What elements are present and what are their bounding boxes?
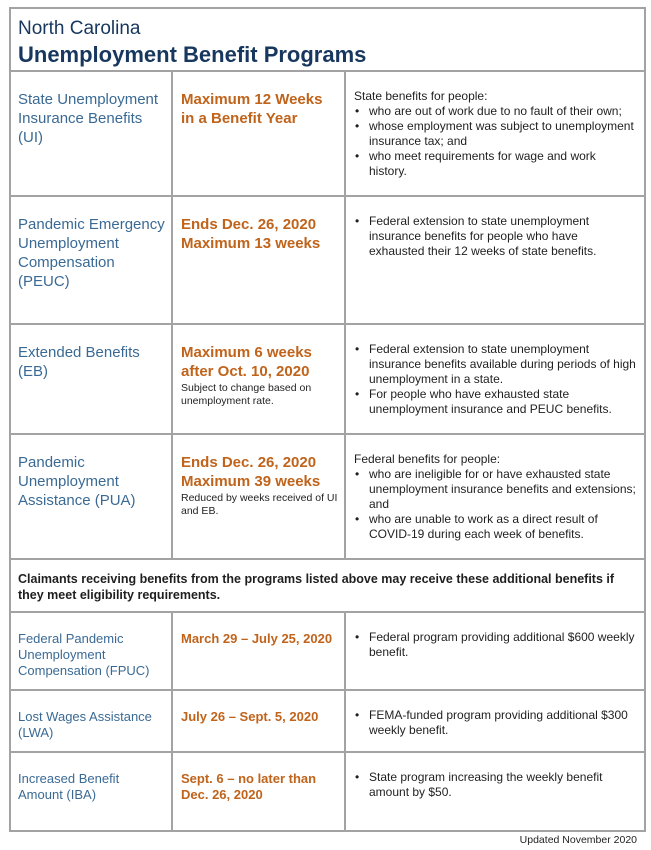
duration-line: Ends Dec. 26, 2020	[181, 454, 317, 471]
description-bullet: • who are out of work due to no fault of their own;	[354, 104, 636, 119]
program-dates-cell	[173, 613, 346, 689]
updated-date: Updated November 2020	[519, 834, 637, 846]
program-duration-cell	[173, 325, 346, 433]
description-bullet: • who are unable to work as a direct result of COVID-19 during each week of benefits.	[354, 512, 636, 542]
description-list	[354, 467, 636, 542]
program-duration-cell	[173, 72, 346, 195]
program-name: State Unemployment Insurance Benefits (UI)	[18, 91, 159, 146]
eligibility-banner: Claimants receiving benefits from the programs listed above may receive these additional benefits if they meet eligibility requirements.	[11, 560, 644, 613]
program-name-cell	[11, 613, 173, 689]
program-name-cell	[11, 435, 173, 558]
description-list	[354, 630, 636, 660]
program-description-cell	[346, 325, 644, 433]
program-name-cell	[11, 72, 173, 195]
description-list	[354, 342, 636, 417]
program-name: Extended Benefits (EB)	[18, 344, 140, 380]
program-description-cell	[346, 753, 644, 830]
description-list	[354, 214, 636, 259]
program-description-cell	[346, 197, 644, 323]
program-row-ui	[11, 72, 644, 197]
program-name: Lost Wages Assistance (LWA)	[18, 709, 152, 740]
additional-row-fpuc	[11, 613, 644, 691]
program-row-eb	[11, 325, 644, 435]
duration-line: in a Benefit Year	[181, 110, 298, 127]
program-row-peuc	[11, 197, 644, 325]
state-name: North Carolina	[18, 18, 141, 39]
description-bullet: • Federal extension to state unemployment insurance benefits for people who have exhausted their 12 weeks of state benefits.	[354, 214, 636, 259]
program-duration-cell	[173, 197, 346, 323]
program-dates-cell	[173, 691, 346, 751]
benefit-table	[9, 7, 646, 832]
program-name-cell	[11, 197, 173, 323]
program-name-cell	[11, 753, 173, 830]
description-list	[354, 104, 636, 179]
page-title: Unemployment Benefit Programs	[18, 42, 367, 67]
description-intro: Federal benefits for people:	[354, 452, 501, 466]
program-name: Increased Benefit Amount (IBA)	[18, 771, 120, 802]
description-intro: State benefits for people:	[354, 89, 488, 103]
duration-line: Ends Dec. 26, 2020	[181, 216, 317, 233]
program-dates-cell	[173, 753, 346, 830]
duration-line: Maximum 12 Weeks	[181, 91, 323, 108]
program-name: Pandemic Emergency Unemployment Compensation (PEUC)	[18, 216, 165, 290]
description-bullet: • FEMA-funded program providing additional $300 weekly benefit.	[354, 708, 636, 738]
program-name: Federal Pandemic Unemployment Compensation (FPUC)	[18, 631, 150, 678]
program-description-cell	[346, 435, 644, 558]
program-description-cell	[346, 613, 644, 689]
title-block	[11, 9, 644, 72]
description-list	[354, 770, 636, 800]
program-duration-cell	[173, 435, 346, 558]
program-description-cell	[346, 691, 644, 751]
description-bullet: • whose employment was subject to unemployment insurance tax; and	[354, 119, 636, 149]
duration-line: Maximum 6 weeks	[181, 344, 312, 361]
program-description-cell	[346, 72, 644, 195]
description-list	[354, 708, 636, 738]
duration-line: after Oct. 10, 2020	[181, 363, 310, 380]
program-name: Pandemic Unemployment Assistance (PUA)	[18, 454, 136, 509]
program-dates: March 29 – July 25, 2020	[181, 631, 333, 646]
description-bullet: • For people who have exhausted state unemployment insurance and PEUC benefits.	[354, 387, 636, 417]
description-bullet: • who meet requirements for wage and work history.	[354, 149, 636, 179]
duration-note: Reduced by weeks received of UI and EB.	[181, 492, 338, 517]
description-bullet: • State program increasing the weekly benefit amount by $50.	[354, 770, 636, 800]
program-name-cell	[11, 691, 173, 751]
additional-row-lwa	[11, 691, 644, 753]
duration-note: Subject to change based on unemployment rate.	[181, 382, 312, 407]
description-bullet: • Federal program providing additional $600 weekly benefit.	[354, 630, 636, 660]
description-bullet: • Federal extension to state unemployment insurance benefits available during periods of high unemployment in a state.	[354, 342, 636, 387]
description-bullet: • who are ineligible for or have exhausted state unemployment insurance benefits and extensions; and	[354, 467, 636, 512]
program-row-pua	[11, 435, 644, 560]
program-dates: July 26 – Sept. 5, 2020	[181, 709, 319, 724]
duration-line: Maximum 13 weeks	[181, 235, 321, 252]
duration-line: Maximum 39 weeks	[181, 473, 321, 490]
additional-row-iba	[11, 753, 644, 830]
program-dates: Sept. 6 – no later than Dec. 26, 2020	[181, 771, 317, 802]
program-name-cell	[11, 325, 173, 433]
